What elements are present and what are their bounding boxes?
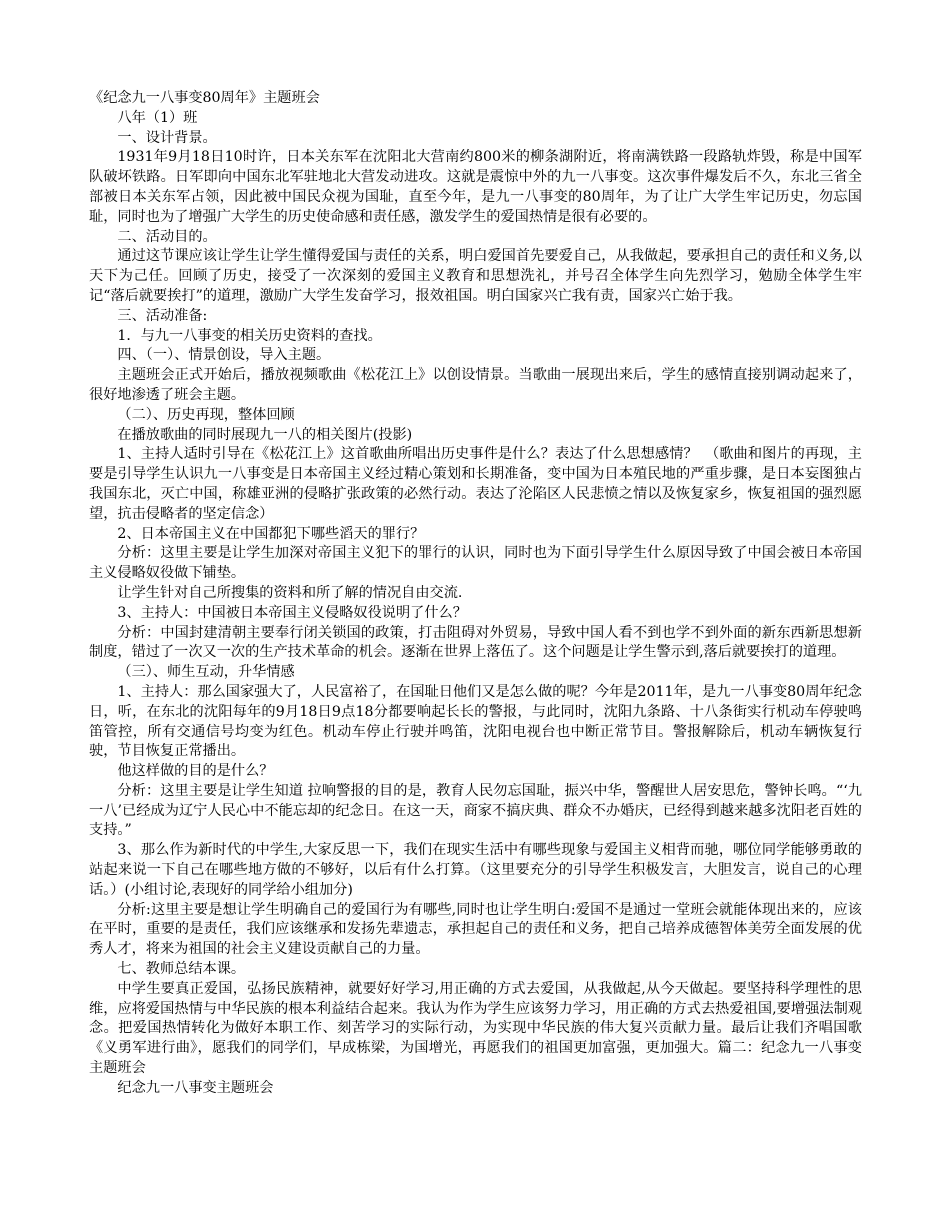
paragraph: 分析:这里主要是想让学生明确自己的爱国行为有哪些,同时也让学生明白:爱国不是通过一堂班会就能体现出来的，应该在平时，重要的是责任，我们应该继承和发扬先辈遗志，承担起自己的责任和义务，把自己培养成德智体美劳全面发展的优秀人才，将来为祖国的社会主义建设贡献自己的力量。	[89, 901, 862, 958]
paragraph: 在播放歌曲的同时展现九一八的相关图片(投影)	[117, 426, 413, 443]
paragraph: 纪念九一八事变主题班会	[117, 1079, 274, 1096]
subsection-heading: （三）、师生互动，升华情感	[117, 664, 295, 681]
paragraph: 让学生针对自己所搜集的资料和所了解的情况自由交流.	[117, 584, 463, 601]
paragraph: 2、日本帝国主义在中国都犯下哪些滔天的罪行？	[117, 525, 425, 542]
paragraph: 分析：这里主要是让学生加深对帝国主义犯下的罪行的认识，同时也为下面引导学生什么原因导致了中国会被日本帝国主义侵略奴役做下铺垫。	[89, 545, 862, 582]
subsection-heading: （二）、历史再现，整体回顾	[117, 406, 295, 423]
section-heading: 二、活动目的。	[117, 228, 217, 245]
document-page	[89, 89, 862, 1099]
paragraph: 1、主持人：那么国家强大了，人民富裕了，在国耻日他们又是怎么做的呢？今年是2011年，是九一八事变80周年纪念日，听，在东北的沈阳每年的9月18日9点18分都要响起长长的警报，与此同时，沈阳九条路、十八条街实行机动车停驶鸣笛管控，所有交通信号均变为红色。机动车停止行驶并鸣笛，沈阳电视台也中断正常节目。警报解除后，机动车辆恢复行驶，节目恢复正常播出。	[89, 683, 862, 760]
paragraph: 主题班会正式开始后，播放视频歌曲《松花江上》以创设情景。当歌曲一展现出来后，学生的感情直接别调动起来了，很好地渗透了班会主题。	[89, 367, 862, 403]
paragraph: 他这样做的目的是什么？	[117, 763, 274, 780]
section-heading: 四、（一）、情景创设，导入主题。	[117, 347, 331, 364]
document-title: 《纪念九一八事变80周年》主题班会	[89, 90, 320, 106]
class-label: 八年（1）班	[117, 109, 198, 126]
paragraph: 通过这节课应该让学生让学生懂得爱国与责任的关系，明白爱国首先要爱自己，从我做起，要承担自己的责任和义务,以天下为己任。回顾了历史，接受了一次深刻的爱国主义教育和思想洗礼，并号召全体学生向先烈学习，勉励全体学生牢记“落后就要挨打”的道理，激励广大学生发奋学习，报效祖国。明白国家兴亡我有责，国家兴亡始于我。	[89, 248, 862, 304]
paragraph: 1．与九一八事变的相关历史资料的查找。	[117, 327, 382, 344]
paragraph: 分析：中国封建清朝主要奉行闭关锁国的政策，打击阻碍对外贸易，导致中国人看不到也学不到外面的新东西新思想新制度，错过了一次又一次的生产技术革命的机会。逐渐在世界上落伍了。这个问题是让学生警示到,落后就要挨打的道理。	[89, 624, 862, 661]
paragraph: 3、那么作为新时代的中学生,大家反思一下，我们在现实生活中有哪些现象与爱国主义相背而驰，哪位同学能够勇敢的站起来说一下自己在哪些地方做的不够好，以后有什么打算。（这里要充分的引导学生积极发言，大胆发言，说自己的心理话。）(小组讨论,表现好的同学给小组加分)	[89, 842, 862, 898]
section-heading: 七、教师总结本课。	[117, 961, 246, 978]
paragraph: 分析：这里主要是让学生知道 拉响警报的目的是，教育人民勿忘国耻，振兴中华，警醒世人居安思危，警钟长鸣。“‘九一八’已经成为辽宁人民心中不能忘却的纪念日。在这一天，商家不搞庆典、群众不办婚庆，已经得到越来越多沈阳老百姓的支持。”	[89, 782, 862, 839]
paragraph: 3、主持人：中国被日本帝国主义侵略奴役说明了什么？	[117, 604, 467, 621]
paragraph: 中学生要真正爱国，弘扬民族精神，就要好好学习,用正确的方式去爱国，从我做起,从今天做起。要坚持科学理性的思维，应将爱国热情与中华民族的根本利益结合起来。我认为作为学生应该努力学习，用正确的方式去热爱祖国,要增强法制观念。把爱国热情转化为做好本职工作、刻苦学习的实际行动，为实现中华民族的伟大复兴贡献力量。最后让我们齐唱国歌《义勇军进行曲》，愿我们的同学们，早成栋梁，为国增光，再愿我们的祖国更加富强，更加强大。篇二：纪念九一八事变主题班会	[89, 980, 862, 1077]
section-heading: 三、活动准备:	[117, 307, 208, 324]
paragraph: 1931年9月18日10时许，日本关东军在沈阳北大营南约800米的柳条湖附近，将南满铁路一段路轨炸毁，称是中国军队破坏铁路。日军即向中国东北军驻地北大营发动进攻。这就是震惊中外的九一八事变。这次事件爆发后不久，东北三省全部被日本关东军占领，因此被中国民众视为国耻，直至今年，是九一八事变的80周年，为了让广大学生牢记历史，勿忘国耻，同时也为了增强广大学生的历史使命感和责任感，激发学生的爱国热情是很有必要的。	[89, 149, 862, 225]
section-heading: 一、设计背景。	[117, 129, 217, 146]
paragraph: 1、主持人适时引导在《松花江上》这首歌曲所唱出历史事件是什么？表达了什么思想感情？ （歌曲和图片的再现，主要是引导学生认识九一八事变是日本帝国主义经过精心策划和长期准备，变中国为日本殖民地的严重步骤，是日本妄图独占我国东北，灭亡中国，称雄亚洲的侵略扩张政策的必然行动。表达了沦陷区人民悲愤之情以及恢复家乡，恢复祖国的强烈愿望，抗击侵略者的坚定信念）	[89, 446, 862, 522]
